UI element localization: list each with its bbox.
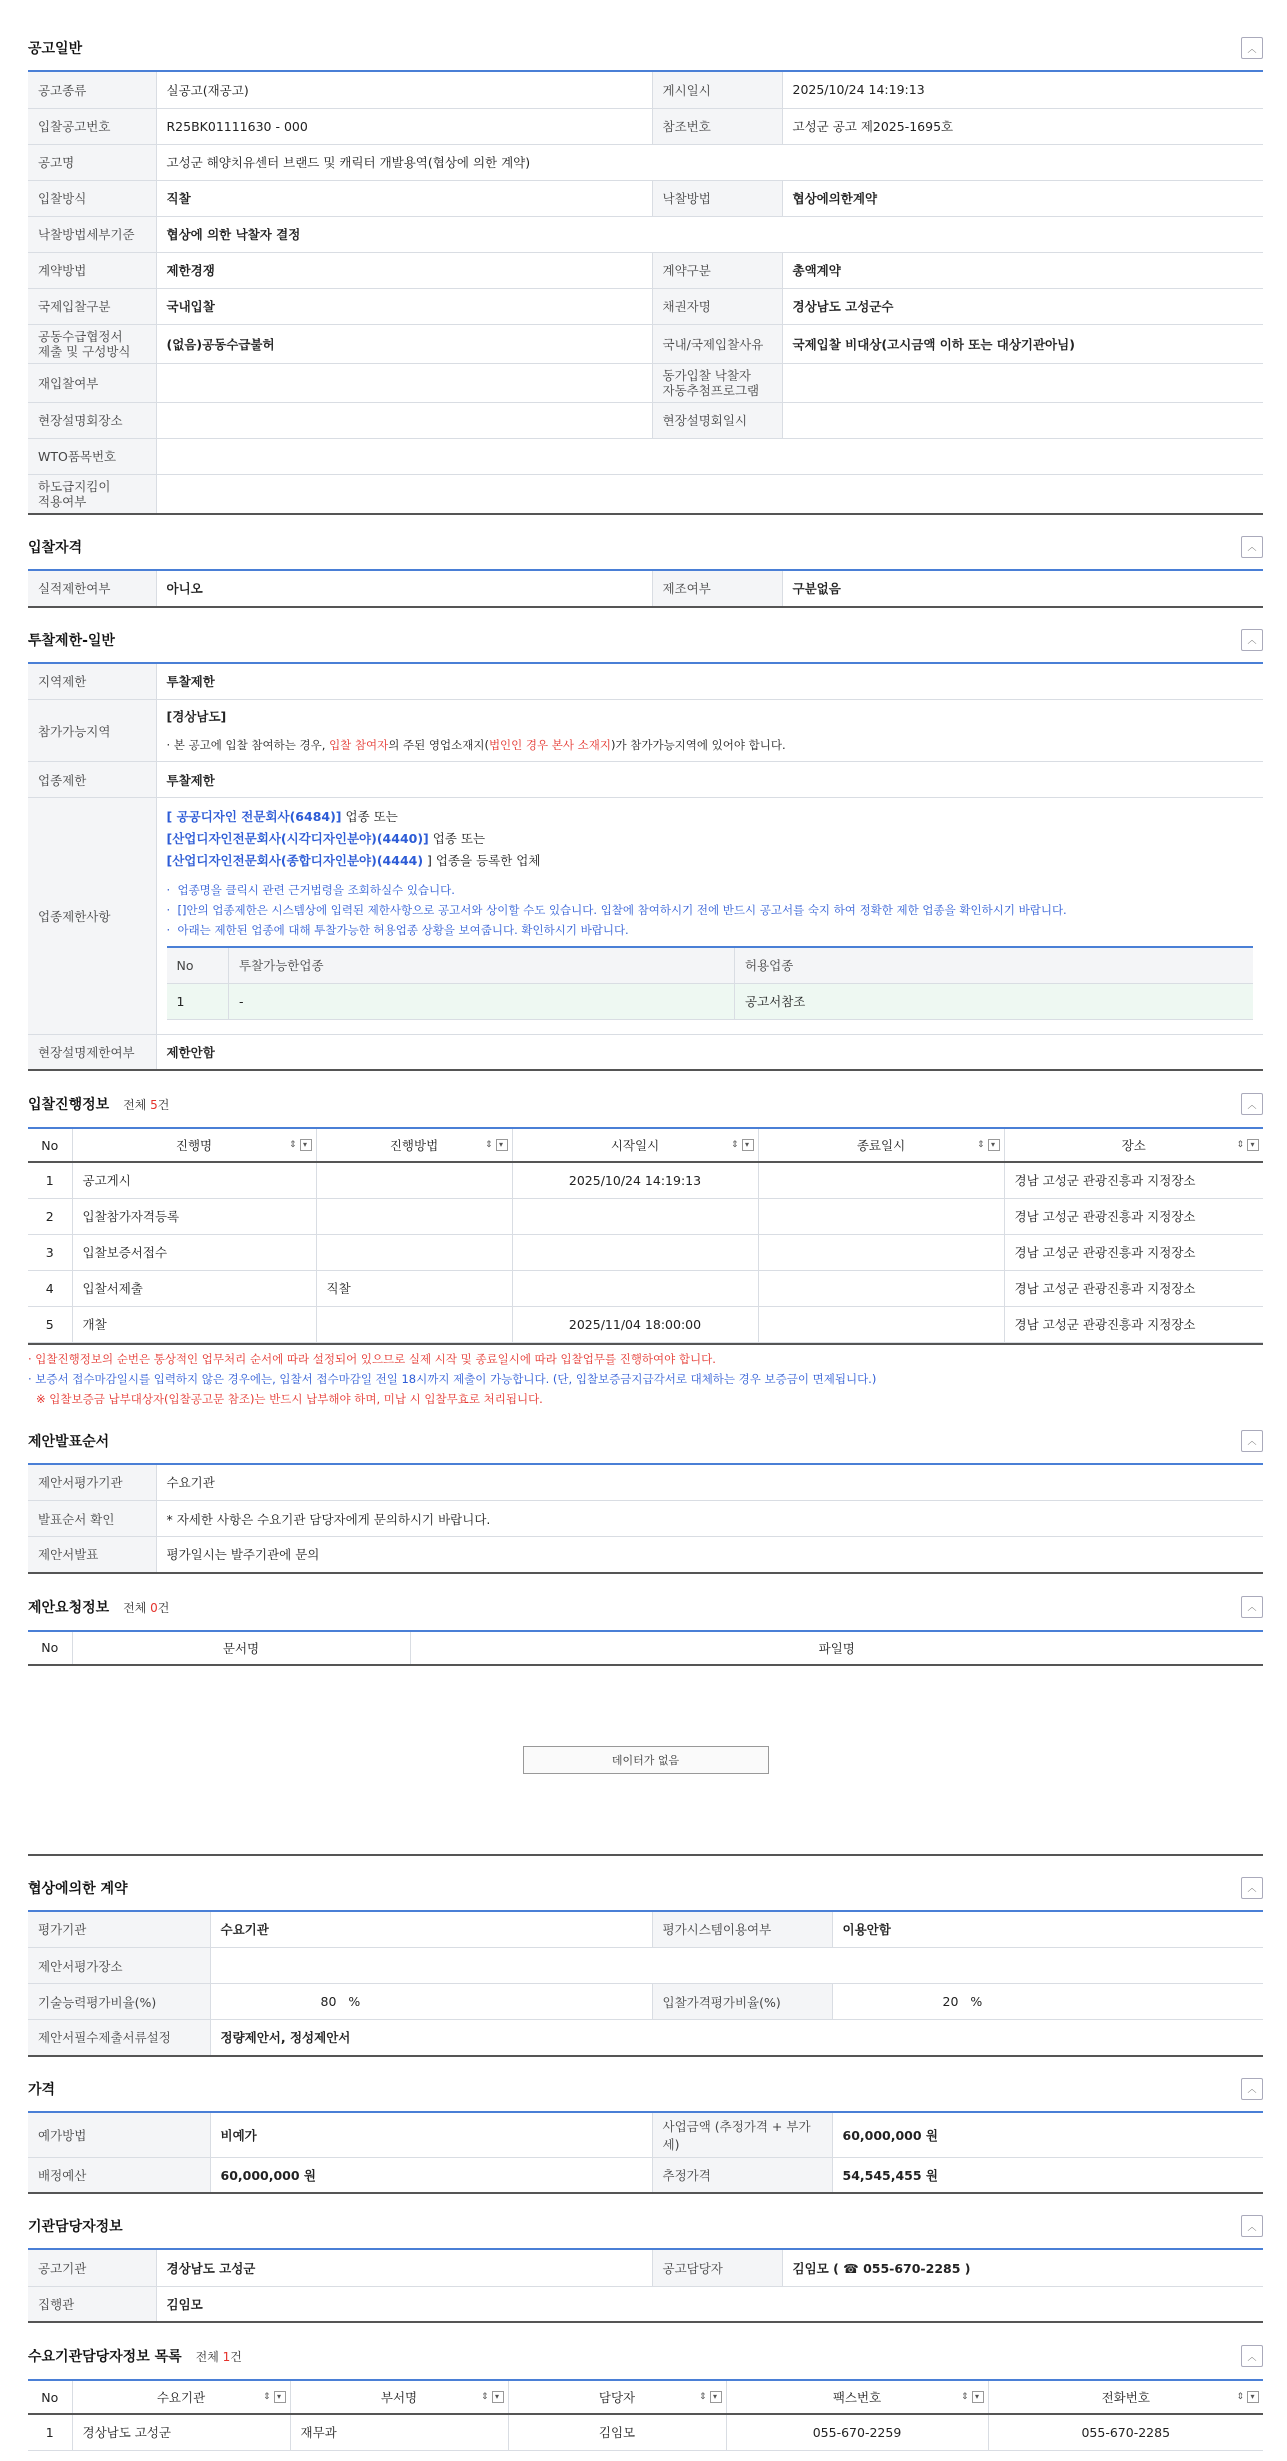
label: 공고종류 xyxy=(28,72,156,108)
value: 20 % xyxy=(832,1984,1263,2020)
cell: 재무과 xyxy=(290,2414,508,2450)
label: 공고담당자 xyxy=(652,2250,782,2286)
column-header-sortable[interactable] xyxy=(512,1128,758,1162)
value: 구분없음 xyxy=(782,571,1263,607)
progress-note: · 입찰진행정보의 순번은 통상적인 업무처리 순서에 따라 설정되어 있으므로 실제 시작 및 종료일시에 따라 입찰업무를 진행하여야 합니다. xyxy=(28,1351,716,1366)
value: 60,000,000 원 xyxy=(832,2113,1263,2158)
cell xyxy=(758,1306,1004,1342)
label: 계약구분 xyxy=(652,252,782,288)
cell: 4 xyxy=(28,1270,72,1306)
cell: 경남 고성군 관광진흥과 지정장소 xyxy=(1004,1162,1263,1198)
label: 낙찰방법 xyxy=(652,180,782,216)
price-table xyxy=(28,2113,1263,2195)
label: 현장설명제한여부 xyxy=(28,1034,156,1070)
industry-note: · 업종명을 클릭시 관련 근거법령을 조회하실수 있습니다. xyxy=(166,883,455,897)
value: 제한경쟁 xyxy=(156,252,652,288)
restriction-title: 투찰제한-일반 xyxy=(28,632,115,649)
label: 지역제한 xyxy=(28,664,156,700)
cell xyxy=(316,1234,512,1270)
label: 추정가격 xyxy=(652,2157,832,2193)
value: 고성군 공고 제2025-1695호 xyxy=(782,108,1263,144)
area-note xyxy=(167,735,1254,755)
header-label: 장소 xyxy=(1121,1138,1146,1153)
table-row xyxy=(28,1306,1263,1342)
value: 80 % xyxy=(210,1984,652,2020)
label: 사업금액 (추정가격 + 부가세) xyxy=(652,2113,832,2158)
label: 입찰공고번호 xyxy=(28,108,156,144)
value: 김임모 xyxy=(156,2286,1263,2322)
negotiation-table xyxy=(28,1912,1263,2057)
note-red: 입찰 참여자 xyxy=(329,737,389,752)
cell: 입찰참가자격등록 xyxy=(72,1198,316,1234)
value: 협상에 의한 낙찰자 결정 xyxy=(156,216,1263,252)
cell xyxy=(758,1198,1004,1234)
column-header: 문서명 xyxy=(72,1631,410,1665)
collapse-icon[interactable]: ︿ xyxy=(1241,2078,1263,2100)
progress-table xyxy=(28,1127,1263,1343)
label: 공고명 xyxy=(28,144,156,180)
sort-icon[interactable]: ⇕ ▾ xyxy=(699,2391,722,2403)
value xyxy=(782,363,1263,402)
note-text: 의 주된 영업소재지( xyxy=(388,737,489,752)
table-row xyxy=(28,2414,1263,2450)
label: 게시일시 xyxy=(652,72,782,108)
count-suffix: 건 xyxy=(230,2350,242,2364)
proposal-count xyxy=(123,1601,169,1615)
value: 수요기관 xyxy=(210,1912,652,1948)
value: 아니오 xyxy=(156,571,652,607)
cell: 공고게시 xyxy=(72,1162,316,1198)
cell: 1 xyxy=(167,983,229,1019)
collapse-icon[interactable]: ︿ xyxy=(1241,2345,1263,2367)
value: 54,545,455 원 xyxy=(832,2157,1263,2193)
value: (없음)공동수급불허 xyxy=(156,324,652,363)
agency-title: 기관담당자정보 xyxy=(28,2219,123,2235)
cell xyxy=(758,1234,1004,1270)
label: 제안서평가장소 xyxy=(28,1948,210,1984)
value xyxy=(210,1948,1263,1984)
cell xyxy=(316,1162,512,1198)
column-header-sortable[interactable] xyxy=(508,2380,726,2414)
table-row xyxy=(28,1234,1263,1270)
general-title: 공고일반 xyxy=(28,41,83,57)
label: 업종제한사항 xyxy=(28,798,156,1035)
qualification-section xyxy=(28,525,1263,608)
industry-detail-cell xyxy=(156,798,1263,1035)
label: 실적제한여부 xyxy=(28,571,156,607)
progress-count xyxy=(123,1098,169,1112)
collapse-icon[interactable]: ︿ xyxy=(1241,1093,1263,1115)
price-title: 가격 xyxy=(28,2081,56,2098)
label: 채권자명 xyxy=(652,288,782,324)
count-suffix: 건 xyxy=(157,1600,170,1615)
sort-icon[interactable]: ⇕ ▾ xyxy=(263,2391,286,2403)
cell: - xyxy=(229,983,735,1019)
proposal-section xyxy=(28,1584,1263,1856)
count-number: 1 xyxy=(222,2350,231,2364)
label: 공고기관 xyxy=(28,2250,156,2286)
area-cell xyxy=(156,700,1263,762)
cell: 김임모 xyxy=(508,2414,726,2450)
header-label: 시작일시 xyxy=(610,1138,660,1153)
allowed-industry-table xyxy=(167,946,1254,1020)
column-header: No xyxy=(28,1128,72,1162)
sort-icon[interactable]: ⇕ ▾ xyxy=(977,1139,1000,1151)
general-section xyxy=(28,26,1263,515)
count-number: 5 xyxy=(150,1098,158,1112)
cell: 2025/10/24 14:19:13 xyxy=(512,1162,758,1198)
value: 경상남도 고성군 xyxy=(156,2250,652,2286)
header-label: 부서명 xyxy=(380,2390,418,2405)
collapse-icon[interactable]: ︿ xyxy=(1241,1430,1263,1452)
cell: 경남 고성군 관광진흥과 지정장소 xyxy=(1004,1198,1263,1234)
label: 입찰방식 xyxy=(28,180,156,216)
industry-link[interactable]: [산업디자인전문회사(종합디자인분야)(4444) xyxy=(166,853,424,868)
cell xyxy=(758,1270,1004,1306)
value: 협상에의한계약 xyxy=(782,180,1263,216)
column-header-sortable[interactable] xyxy=(726,2380,988,2414)
agency-section xyxy=(28,2204,1263,2323)
label: 국내/국제입찰사유 xyxy=(652,324,782,363)
cell xyxy=(512,1270,758,1306)
cell: 개찰 xyxy=(72,1306,316,1342)
collapse-icon[interactable]: ︿ xyxy=(1241,629,1263,651)
note-text: []안의 업종제한은 시스템상에 입력된 제한사항으로 공고서와 상이할 수도 있습니다. 입찰에 참여하시기 전에 반드시 공고서를 숙지 하여 정확한 제한 업종을 확인하시기 바랍니다. xyxy=(177,903,1067,917)
demand-table xyxy=(28,2379,1263,2451)
column-header-sortable[interactable] xyxy=(72,1128,316,1162)
label: 계약방법 xyxy=(28,252,156,288)
negotiation-title: 협상에의한 계약 xyxy=(28,1880,128,1897)
label: 낙찰방법세부기준 xyxy=(28,216,156,252)
label: WTO품목번호 xyxy=(28,438,156,474)
column-header: 파일명 xyxy=(410,1631,1263,1665)
note-red: 법인인 경우 본사 소재지 xyxy=(488,737,611,752)
cell: 1 xyxy=(28,1162,72,1198)
label: 발표순서 확인 xyxy=(28,1501,156,1537)
value: 평가일시는 발주기관에 문의 xyxy=(156,1537,1263,1573)
label: 평가시스템이용여부 xyxy=(652,1912,832,1948)
value: 고성군 해양치유센터 브랜드 및 캐릭터 개발용역(협상에 의한 계약) xyxy=(156,144,1263,180)
cell: 055-670-2259 xyxy=(726,2414,988,2450)
cell: 입찰보증서접수 xyxy=(72,1234,316,1270)
progress-title: 입찰진행정보 xyxy=(28,1097,110,1113)
note-text: · 본 공고에 입찰 참여하는 경우, xyxy=(166,737,330,752)
progress-note: ※ 입찰보증금 납부대상자(입찰공고문 참조)는 반드시 납부해야 하며, 미납 시 입찰무효로 처리됩니다. xyxy=(36,1391,543,1406)
collapse-icon[interactable]: ︿ xyxy=(1241,1596,1263,1618)
label: 평가기관 xyxy=(28,1912,210,1948)
header-label: 종료일시 xyxy=(856,1138,906,1153)
value xyxy=(156,363,652,402)
restriction-table xyxy=(28,664,1263,1072)
note-text: 아래는 제한된 업종에 대해 투찰가능한 허용업종 상황을 보여줍니다. 확인하시기 바랍니다. xyxy=(177,923,629,937)
cell xyxy=(316,1198,512,1234)
label: 국제입찰구분 xyxy=(28,288,156,324)
column-header: No xyxy=(28,1631,72,1665)
cell: 경남 고성군 관광진흥과 지정장소 xyxy=(1004,1270,1263,1306)
column-header: No xyxy=(28,2380,72,2414)
value xyxy=(156,402,652,438)
industry-link[interactable]: [산업디자인전문회사(시각디자인분야)(4440)] xyxy=(166,831,429,846)
value: 실공고(재공고) xyxy=(156,72,652,108)
industry-line xyxy=(167,806,1254,828)
empty-message: 데이터가 없음 xyxy=(523,1746,769,1774)
industry-suffix: 업종 또는 xyxy=(428,831,486,846)
header-label: 팩스번호 xyxy=(832,2390,882,2405)
demand-count xyxy=(196,2350,242,2364)
label: 입찰가격평가비율(%) xyxy=(652,1984,832,2020)
sort-icon[interactable]: ⇕ ▾ xyxy=(289,1139,312,1151)
industry-line xyxy=(167,850,1254,872)
note-text: 업종명을 클릭시 관련 근거법령을 조회하실수 있습니다. xyxy=(177,883,455,897)
industry-note: · []안의 업종제한은 시스템상에 입력된 제한사항으로 공고서와 상이할 수도 있습니다. 입찰에 참여하시기 전에 반드시 공고서를 숙지 하여 정확한 제한 업종을 확인하시기 바랍니다. xyxy=(166,903,1067,917)
header-label: 전화번호 xyxy=(1101,2390,1150,2405)
value: 2025/10/24 14:19:13 xyxy=(782,72,1263,108)
cell: 1 xyxy=(28,2414,72,2450)
label: 제안서발표 xyxy=(28,1537,156,1573)
table-row xyxy=(28,1198,1263,1234)
label: 하도급지킴이 적용여부 xyxy=(28,474,156,514)
value: R25BK01111630 - 000 xyxy=(156,108,652,144)
cell xyxy=(512,1234,758,1270)
column-header-sortable[interactable] xyxy=(1004,1128,1263,1162)
column-header: 허용업종 xyxy=(735,947,1254,983)
sort-icon[interactable]: ⇕ ▾ xyxy=(485,1139,508,1151)
column-header-sortable[interactable] xyxy=(290,2380,508,2414)
header-label: 수요기관 xyxy=(156,2390,206,2405)
progress-section xyxy=(28,1081,1263,1409)
presentation-title: 제안발표순서 xyxy=(28,1433,110,1450)
cell: 2025/11/04 18:00:00 xyxy=(512,1306,758,1342)
demand-section xyxy=(28,2333,1263,2451)
label: 배정예산 xyxy=(28,2157,210,2193)
value: 60,000,000 원 xyxy=(210,2157,652,2193)
sort-icon[interactable]: ⇕ ▾ xyxy=(1236,1139,1259,1151)
table-row xyxy=(28,1162,1263,1198)
label: 업종제한 xyxy=(28,762,156,798)
cell: 2 xyxy=(28,1198,72,1234)
value: 김임모 ( ☎ 055-670-2285 ) xyxy=(782,2250,1263,2286)
cell: 경남 고성군 관광진흥과 지정장소 xyxy=(1004,1234,1263,1270)
proposal-title: 제안요청정보 xyxy=(28,1599,110,1616)
cell: 경남 고성군 관광진흥과 지정장소 xyxy=(1004,1306,1263,1342)
demand-title: 수요기관담당자정보 목록 xyxy=(28,2349,182,2365)
value: 정량제안서, 정성제안서 xyxy=(210,2020,1263,2056)
value xyxy=(156,438,1263,474)
column-header: 투찰가능한업종 xyxy=(229,947,735,983)
cell: 공고서참조 xyxy=(735,983,1254,1019)
count-prefix: 전체 xyxy=(195,2350,223,2364)
column-header-sortable[interactable] xyxy=(988,2380,1263,2414)
qualification-table xyxy=(28,571,1263,608)
proposal-table xyxy=(28,1630,1263,1666)
cell: 경상남도 고성군 xyxy=(72,2414,290,2450)
value: 국내입찰 xyxy=(156,288,652,324)
label: 재입찰여부 xyxy=(28,363,156,402)
note-text: )가 참가가능지역에 있어야 합니다. xyxy=(611,737,786,752)
label: 집행관 xyxy=(28,2286,156,2322)
cell: 055-670-2285 xyxy=(988,2414,1263,2450)
price-section xyxy=(28,2067,1263,2195)
label: 참조번호 xyxy=(652,108,782,144)
value: 비예가 xyxy=(210,2113,652,2158)
sort-icon[interactable]: ⇕ ▾ xyxy=(1236,2391,1259,2403)
cell xyxy=(512,1198,758,1234)
column-header-sortable[interactable] xyxy=(72,2380,290,2414)
collapse-icon[interactable]: ︿ xyxy=(1241,2215,1263,2237)
industry-suffix: 업종 또는 xyxy=(341,809,398,824)
table-row xyxy=(28,1270,1263,1306)
cell: 3 xyxy=(28,1234,72,1270)
value: 투찰제한 xyxy=(156,762,1263,798)
qualification-title: 입찰자격 xyxy=(28,539,83,556)
cell: 5 xyxy=(28,1306,72,1342)
column-header: No xyxy=(167,947,229,983)
presentation-table xyxy=(28,1465,1263,1574)
negotiation-section xyxy=(28,1866,1263,2057)
label: 현장설명회일시 xyxy=(652,402,782,438)
header-label: 진행방법 xyxy=(389,1138,439,1153)
label: 공동수급협정서 제출 및 구성방식 xyxy=(28,324,156,363)
value: 이용안함 xyxy=(832,1912,1263,1948)
count-prefix: 전체 xyxy=(123,1600,151,1615)
value: 경상남도 고성군수 xyxy=(782,288,1263,324)
label: 참가가능지역 xyxy=(28,700,156,762)
sort-icon[interactable]: ⇕ ▾ xyxy=(731,1139,754,1151)
label: 제안서평가기관 xyxy=(28,1465,156,1501)
value: 수요기관 xyxy=(156,1465,1263,1501)
column-header-sortable[interactable] xyxy=(316,1128,512,1162)
value: 직찰 xyxy=(156,180,652,216)
industry-line xyxy=(167,828,1254,850)
value: * 자세한 사항은 수요기관 담당자에게 문의하시기 바랍니다. xyxy=(156,1501,1263,1537)
cell: 입찰서제출 xyxy=(72,1270,316,1306)
cell xyxy=(758,1162,1004,1198)
count-prefix: 전체 xyxy=(123,1098,151,1112)
header-label: 진행명 xyxy=(175,1138,213,1153)
restriction-section xyxy=(28,618,1263,1072)
sort-icon[interactable]: ⇕ ▾ xyxy=(481,2391,504,2403)
industry-link[interactable]: [ 공공디자인 전문회사(6484)] xyxy=(166,809,342,824)
value: 제한안함 xyxy=(156,1034,1263,1070)
cell: 직찰 xyxy=(316,1270,512,1306)
count-number: 0 xyxy=(150,1600,158,1615)
presentation-section xyxy=(28,1419,1263,1574)
sort-icon[interactable]: ⇕ ▾ xyxy=(961,2391,984,2403)
cell xyxy=(316,1306,512,1342)
label: 동가입찰 낙찰자 자동추첨프로그램 xyxy=(652,363,782,402)
progress-note: · 보증서 접수마감일시를 입력하지 않은 경우에는, 입찰서 접수마감일 전일 18시까지 제출이 가능합니다. (단, 입찰보증금지급각서로 대체하는 경우 보증금이 면제됩니다.) xyxy=(28,1371,877,1386)
column-header-sortable[interactable] xyxy=(758,1128,1004,1162)
collapse-icon[interactable]: ︿ xyxy=(1241,1877,1263,1899)
label: 예가방법 xyxy=(28,2113,210,2158)
area-value: [경상남도] xyxy=(166,708,227,724)
value: 투찰제한 xyxy=(156,664,1263,700)
industry-note: · 아래는 제한된 업종에 대해 투찰가능한 허용업종 상황을 보여줍니다. 확인하시기 바랍니다. xyxy=(166,923,629,937)
collapse-icon[interactable]: ︿ xyxy=(1241,536,1263,558)
value xyxy=(782,402,1263,438)
industry-suffix: ] 업종을 등록한 업체 xyxy=(423,853,541,868)
count-suffix: 건 xyxy=(157,1098,170,1112)
label: 현장설명회장소 xyxy=(28,402,156,438)
value xyxy=(156,474,1263,514)
header-label: 담당자 xyxy=(598,2390,636,2405)
empty-state xyxy=(28,1666,1263,1856)
agency-table xyxy=(28,2250,1263,2323)
collapse-icon[interactable]: ︿ xyxy=(1241,37,1263,59)
general-table xyxy=(28,72,1263,515)
value: 국제입찰 비대상(고시금액 이하 또는 대상기관아님) xyxy=(782,324,1263,363)
label: 기술능력평가비율(%) xyxy=(28,1984,210,2020)
label: 제안서필수제출서류설정 xyxy=(28,2020,210,2056)
value: 총액계약 xyxy=(782,252,1263,288)
label: 제조여부 xyxy=(652,571,782,607)
